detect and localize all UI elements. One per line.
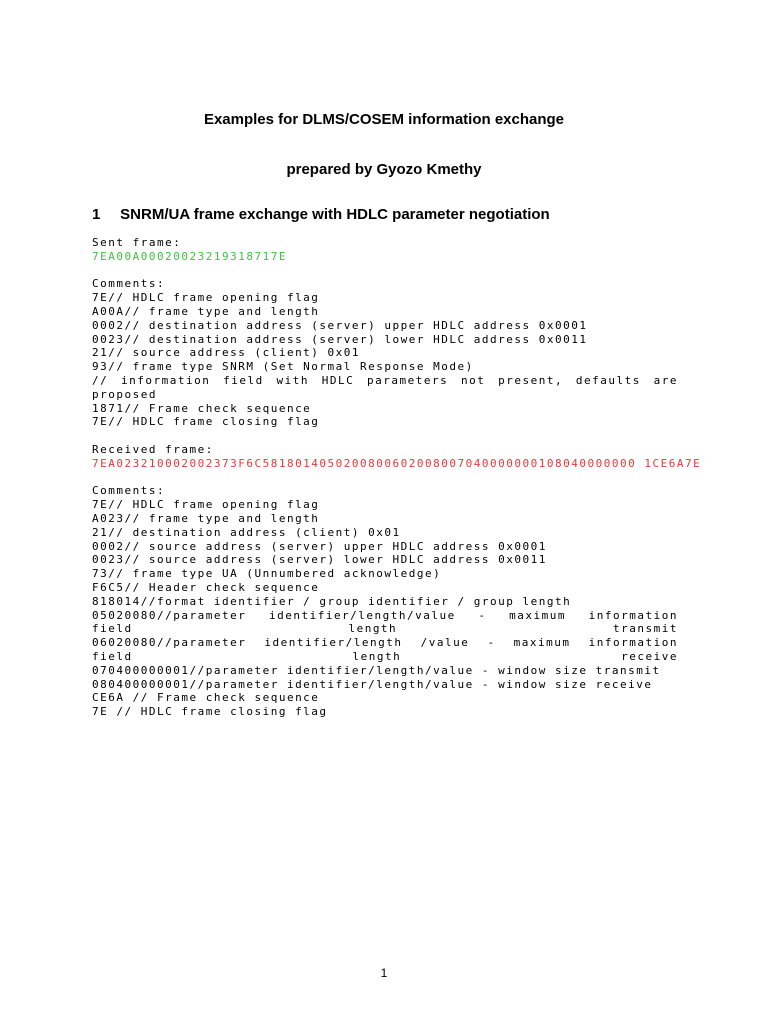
sent-comment-line: 7E// HDLC frame closing flag: [92, 415, 320, 429]
sent-comment-line: 21// source address (client) 0x01: [92, 346, 361, 360]
sent-comment-line: 93// frame type SNRM (Set Normal Response Mode): [92, 360, 474, 374]
sent-comment-line: // information field with HDLC parameters not present, defaults are proposed: [92, 373, 678, 401]
author-line: prepared by Gyozo Kmethy: [286, 161, 482, 178]
received-comment-line: 21// destination address (client) 0x01: [92, 525, 401, 539]
section-heading: [92, 206, 550, 223]
document-title: Examples for DLMS/COSEM information exchange: [203, 111, 565, 128]
received-comment-line: 73// frame type UA (Unnumbered acknowledge): [92, 567, 442, 581]
received-frame-hex: 7EA023210002002373F6C5818014050200800602008007040000000108040000000 1CE6A7E: [92, 456, 702, 470]
received-comment-line: 0023// source address (server) lower HDLC address 0x0011: [92, 553, 547, 567]
sent-frame-hex: 7EA00A00020023219318717E: [92, 249, 287, 263]
received-comment-line: 7E// HDLC frame opening flag: [92, 498, 320, 512]
received-comment-line: A023// frame type and length: [92, 511, 320, 525]
sent-comment-line: 7E// HDLC frame opening flag: [92, 291, 320, 305]
received-frame-label: Received frame:: [92, 443, 214, 456]
received-comment-line: 0002// source address (server) upper HDLC address 0x0001: [92, 539, 547, 553]
sent-comments-label: Comments:: [92, 277, 166, 291]
received-comment-line: 7E // HDLC frame closing flag: [92, 705, 328, 719]
section-number: 1: [92, 206, 101, 223]
received-comment-line: 06020080//parameter identifier/length /value - maximum information field length receive: [92, 636, 678, 663]
received-frame-block: [92, 443, 702, 719]
sent-frame-label: Sent frame:: [92, 236, 182, 249]
received-comment-line: 070400000001//parameter identifier/length/value - window size transmit: [92, 663, 661, 677]
page-number: 1: [380, 966, 388, 980]
sent-comment-line: 0002// destination address (server) upper HDLC address 0x0001: [92, 318, 588, 332]
sent-frame-block: [92, 236, 678, 429]
section-title: SNRM/UA frame exchange with HDLC parameter negotiation: [120, 206, 550, 223]
received-comment-line: 080400000001//parameter identifier/length/value - window size receive: [92, 677, 653, 691]
received-comment-line: 05020080//parameter identifier/length/value - maximum information field length transmit: [92, 608, 678, 636]
sent-comment-line: 1871// Frame check sequence: [92, 401, 312, 415]
sent-comment-line: 0023// destination address (server) lower HDLC address 0x0011: [92, 332, 588, 346]
received-comment-line: CE6A // Frame check sequence: [92, 691, 320, 705]
received-comments-label: Comments:: [92, 484, 166, 498]
received-comment-line: F6C5// Header check sequence: [92, 580, 320, 594]
received-comment-line: 818014//format identifier / group identifier / group length: [92, 594, 572, 608]
sent-comment-line: A00A// frame type and length: [92, 304, 320, 318]
